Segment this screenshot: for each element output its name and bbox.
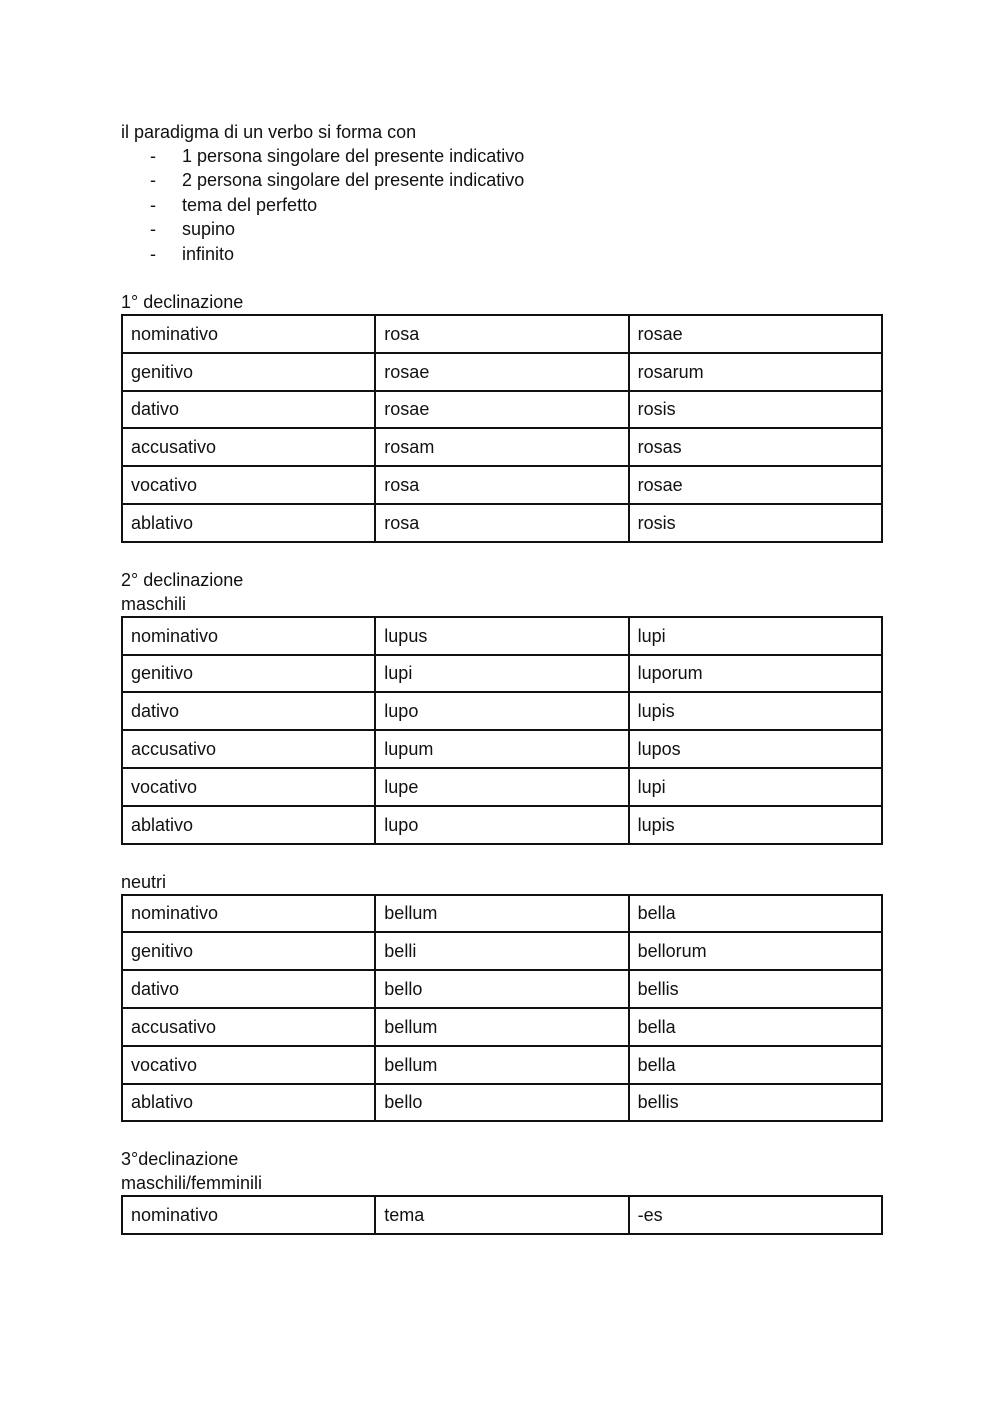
table-decl3 — [121, 1195, 883, 1235]
case-cell: ablativo — [122, 504, 375, 542]
plural-cell: bellorum — [629, 932, 882, 970]
table-row — [122, 692, 882, 730]
plural-cell: bella — [629, 1008, 882, 1046]
singular-cell: lupe — [375, 768, 628, 806]
stem-cell: tema — [375, 1196, 628, 1234]
table-row — [122, 655, 882, 693]
plural-cell: rosis — [629, 391, 882, 429]
section-subheading-maschili: maschili — [121, 593, 187, 614]
case-cell: ablativo — [122, 806, 375, 844]
case-cell: vocativo — [122, 1046, 375, 1084]
section-heading-neutri: neutri — [121, 871, 167, 892]
table-decl2-neutri — [121, 894, 883, 1123]
list-bullet: - — [150, 146, 156, 166]
section-heading-decl2: 2° declinazione — [121, 569, 244, 590]
singular-cell: lupi — [375, 655, 628, 693]
singular-cell: rosa — [375, 315, 628, 353]
case-cell: nominativo — [122, 895, 375, 933]
table-row — [122, 730, 882, 768]
list-bullet: - — [150, 194, 156, 215]
singular-cell: lupo — [375, 806, 628, 844]
singular-cell: bello — [375, 1084, 628, 1122]
plural-cell: lupis — [629, 692, 882, 730]
plural-cell: lupos — [629, 730, 882, 768]
plural-cell: bellis — [629, 970, 882, 1008]
singular-cell: lupum — [375, 730, 628, 768]
table-row — [122, 466, 882, 504]
table-row — [122, 932, 882, 970]
singular-cell: bellum — [375, 1046, 628, 1084]
case-cell: nominativo — [122, 617, 375, 655]
table-decl1 — [121, 314, 883, 543]
singular-cell: rosa — [375, 504, 628, 542]
case-cell: nominativo — [122, 1196, 375, 1234]
singular-cell: rosam — [375, 428, 628, 466]
table-row — [122, 428, 882, 466]
plural-cell: lupis — [629, 806, 882, 844]
list-item: - 2 persona singolare del presente indicativo — [121, 168, 881, 192]
case-cell: accusativo — [122, 730, 375, 768]
paradigm-intro: il paradigma di un verbo si forma con — [121, 122, 417, 142]
case-cell: dativo — [122, 692, 375, 730]
section-heading-decl3: 3°declinazione — [121, 1149, 239, 1170]
table-row — [122, 391, 882, 429]
list-bullet: - — [150, 170, 156, 191]
table-row — [122, 1196, 882, 1234]
list-item: - tema del perfetto — [121, 193, 881, 217]
singular-cell: bellum — [375, 1008, 628, 1046]
case-cell: nominativo — [122, 315, 375, 353]
table-decl2-maschili — [121, 616, 883, 845]
paradigm-list — [121, 144, 881, 266]
table-row — [122, 617, 882, 655]
singular-cell: bellum — [375, 895, 628, 933]
table-row — [122, 970, 882, 1008]
plural-cell: rosis — [629, 504, 882, 542]
case-cell: genitivo — [122, 353, 375, 391]
plural-cell: bella — [629, 895, 882, 933]
case-cell: dativo — [122, 970, 375, 1008]
plural-cell: lupi — [629, 617, 882, 655]
table-row — [122, 1084, 882, 1122]
case-cell: genitivo — [122, 655, 375, 693]
table-row — [122, 1046, 882, 1084]
plural-cell: rosarum — [629, 353, 882, 391]
plural-cell: bellis — [629, 1084, 882, 1122]
singular-cell: rosa — [375, 466, 628, 504]
plural-cell: rosae — [629, 315, 882, 353]
singular-cell: rosae — [375, 353, 628, 391]
table-row — [122, 768, 882, 806]
case-cell: genitivo — [122, 932, 375, 970]
case-cell: vocativo — [122, 466, 375, 504]
list-item: - supino — [121, 217, 881, 241]
case-cell: vocativo — [122, 768, 375, 806]
table-row — [122, 806, 882, 844]
section-heading-decl1: 1° declinazione — [121, 291, 244, 312]
case-cell: accusativo — [122, 428, 375, 466]
list-item: - 1 persona singolare del presente indicativo — [121, 144, 881, 168]
ending-cell: -es — [629, 1196, 882, 1234]
case-cell: dativo — [122, 391, 375, 429]
table-row — [122, 353, 882, 391]
table-row — [122, 315, 882, 353]
singular-cell: bello — [375, 970, 628, 1008]
singular-cell: belli — [375, 932, 628, 970]
table-row — [122, 504, 882, 542]
plural-cell: bella — [629, 1046, 882, 1084]
table-row — [122, 1008, 882, 1046]
case-cell: ablativo — [122, 1084, 375, 1122]
list-bullet: - — [150, 219, 156, 240]
document-page — [121, 120, 881, 1235]
plural-cell: luporum — [629, 655, 882, 693]
singular-cell: lupo — [375, 692, 628, 730]
singular-cell: lupus — [375, 617, 628, 655]
plural-cell: lupi — [629, 768, 882, 806]
case-cell: accusativo — [122, 1008, 375, 1046]
section-subheading-maschili-femminili: maschili/femminili — [121, 1173, 263, 1194]
plural-cell: rosas — [629, 428, 882, 466]
singular-cell: rosae — [375, 391, 628, 429]
table-row — [122, 895, 882, 933]
list-item: - infinito — [121, 242, 881, 266]
list-bullet: - — [150, 243, 156, 264]
plural-cell: rosae — [629, 466, 882, 504]
